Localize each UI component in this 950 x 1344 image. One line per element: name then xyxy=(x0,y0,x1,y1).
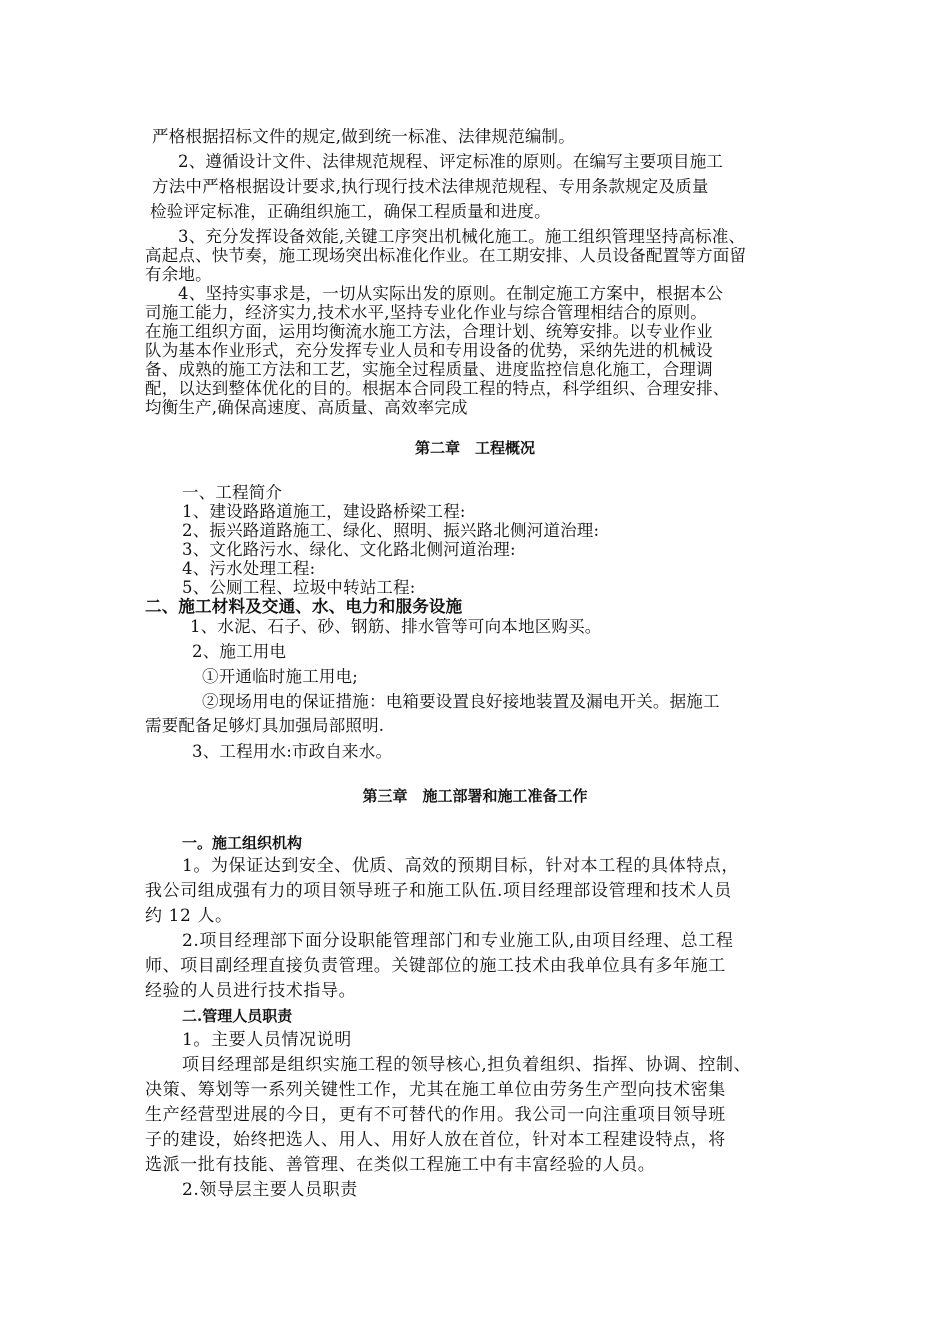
paragraph-line: 经验的人员进行技术指导。 xyxy=(145,981,357,1001)
list-item: 2、施工用电 xyxy=(192,642,287,661)
paragraph-line: 约 12 人。 xyxy=(145,906,233,926)
paragraph-line: 生产经营型进展的今日，更有不可替代的作用。我公司一向注重项目领导班 xyxy=(145,1105,726,1125)
paragraph-line: 队为基本作业形式，充分发挥专业人员和专用设备的优势，采纳先进的机械设 xyxy=(145,341,713,360)
chapter-title: 第三章 施工部署和施工准备工作 xyxy=(362,787,588,805)
list-item: 3、工程用水:市政自来水。 xyxy=(192,742,393,761)
paragraph-line: 1。主要人员情况说明 xyxy=(182,1030,352,1050)
paragraph-line: 均衡生产,确保高速度、高质量、高效率完成 xyxy=(145,398,468,417)
list-item: 1、建设路路道施工，建设路桥梁工程: xyxy=(182,502,466,521)
paragraph-line: 4、坚持实事求是，一切从实际出发的原则。在制定施工方案中，根据本公 xyxy=(178,284,724,303)
list-item: 一、工程简介 xyxy=(182,483,283,502)
paragraph-line: 3、充分发挥设备效能,关键工序突出机械化施工。施工组织管理坚持高标准、 xyxy=(178,227,746,246)
paragraph-line: 检验评定标准，正确组织施工，确保工程质量和进度。 xyxy=(150,202,551,221)
paragraph-line: 1。为保证达到安全、优质、高效的预期目标，针对本工程的具体特点， xyxy=(182,856,740,876)
paragraph-line: 备、成熟的施工方法和工艺，实施全过程质量、进度监控信息化施工，合理调 xyxy=(145,360,713,379)
paragraph-line: 项目经理部是组织实施工程的领导核心,担负着组织、指挥、协调、控制、 xyxy=(182,1055,752,1075)
list-item: ②现场用电的保证措施：电箱要设置良好接地装置及漏电开关。据施工 xyxy=(202,692,720,711)
list-item: 需要配备足够灯具加强局部照明. xyxy=(145,716,385,735)
paragraph-line: 决策、筹划等一系列关键性工作，尤其在施工单位由劳务生产型向技术密集 xyxy=(145,1080,726,1100)
section-heading: 一。施工组织机构 xyxy=(182,834,303,852)
paragraph-line: 方法中严格根据设计要求,执行现行技术法律规范规程、专用条款规定及质量 xyxy=(152,177,709,196)
paragraph-line: 选派一批有技能、善管理、在类似工程施工中有丰富经验的人员。 xyxy=(145,1155,656,1175)
list-item: ①开通临时施工用电; xyxy=(202,667,359,686)
paragraph-line: 子的建设，始终把选人、用人、用好人放在首位，针对本工程建设特点，将 xyxy=(145,1130,726,1150)
list-item: 4、污水处理工程: xyxy=(182,559,316,578)
paragraph-line: 高起点、快节奏，施工现场突出标准化作业。在工期安排、人员设备配置等方面留 xyxy=(145,246,747,265)
paragraph-line: 有余地。 xyxy=(145,265,212,284)
paragraph-line: 师、项目副经理直接负责管理。关键部位的施工技术由我单位具有多年施工 xyxy=(145,956,726,976)
chapter-title: 第二章 工程概况 xyxy=(414,439,535,457)
paragraph-line: 2、遵循设计文件、法律规范规程、评定标准的原则。在编写主要项目施工 xyxy=(178,152,724,171)
paragraph-line: 在施工组织方面，运用均衡流水施工方法，合理计划、统筹安排。以专业作业 xyxy=(145,322,713,341)
list-item: 5、公厕工程、垃圾中转站工程: xyxy=(182,578,416,597)
list-item: 1、水泥、石子、砂、钢筋、排水管等可向本地区购买。 xyxy=(190,617,602,636)
paragraph-line: 2.领导层主要人员职责 xyxy=(182,1180,358,1200)
paragraph-line: 我公司组成强有力的项目领导班子和施工队伍.项目经理部设管理和技术人员 xyxy=(145,881,732,901)
paragraph-line: 配，以达到整体优化的目的。根据本合同段工程的特点，科学组织、合理安排、 xyxy=(145,379,730,398)
list-item: 3、文化路污水、绿化、文化路北侧河道治理: xyxy=(182,540,516,559)
section-heading: 二.管理人员职责 xyxy=(182,1007,293,1025)
list-item: 2、振兴路道路施工、绿化、照明、振兴路北侧河道治理: xyxy=(182,521,600,540)
paragraph-line: 严格根据招标文件的规定,做到统一标准、法律规范编制。 xyxy=(152,127,575,146)
section-heading: 二、施工材料及交通、水、电力和服务设施 xyxy=(145,597,463,616)
paragraph-line: 司施工能力，经济实力,技术水平,坚持专业化作业与综合管理相结合的原则。 xyxy=(145,303,707,322)
paragraph-line: 2.项目经理部下面分设职能管理部门和专业施工队,由项目经理、总工程 xyxy=(182,931,734,951)
